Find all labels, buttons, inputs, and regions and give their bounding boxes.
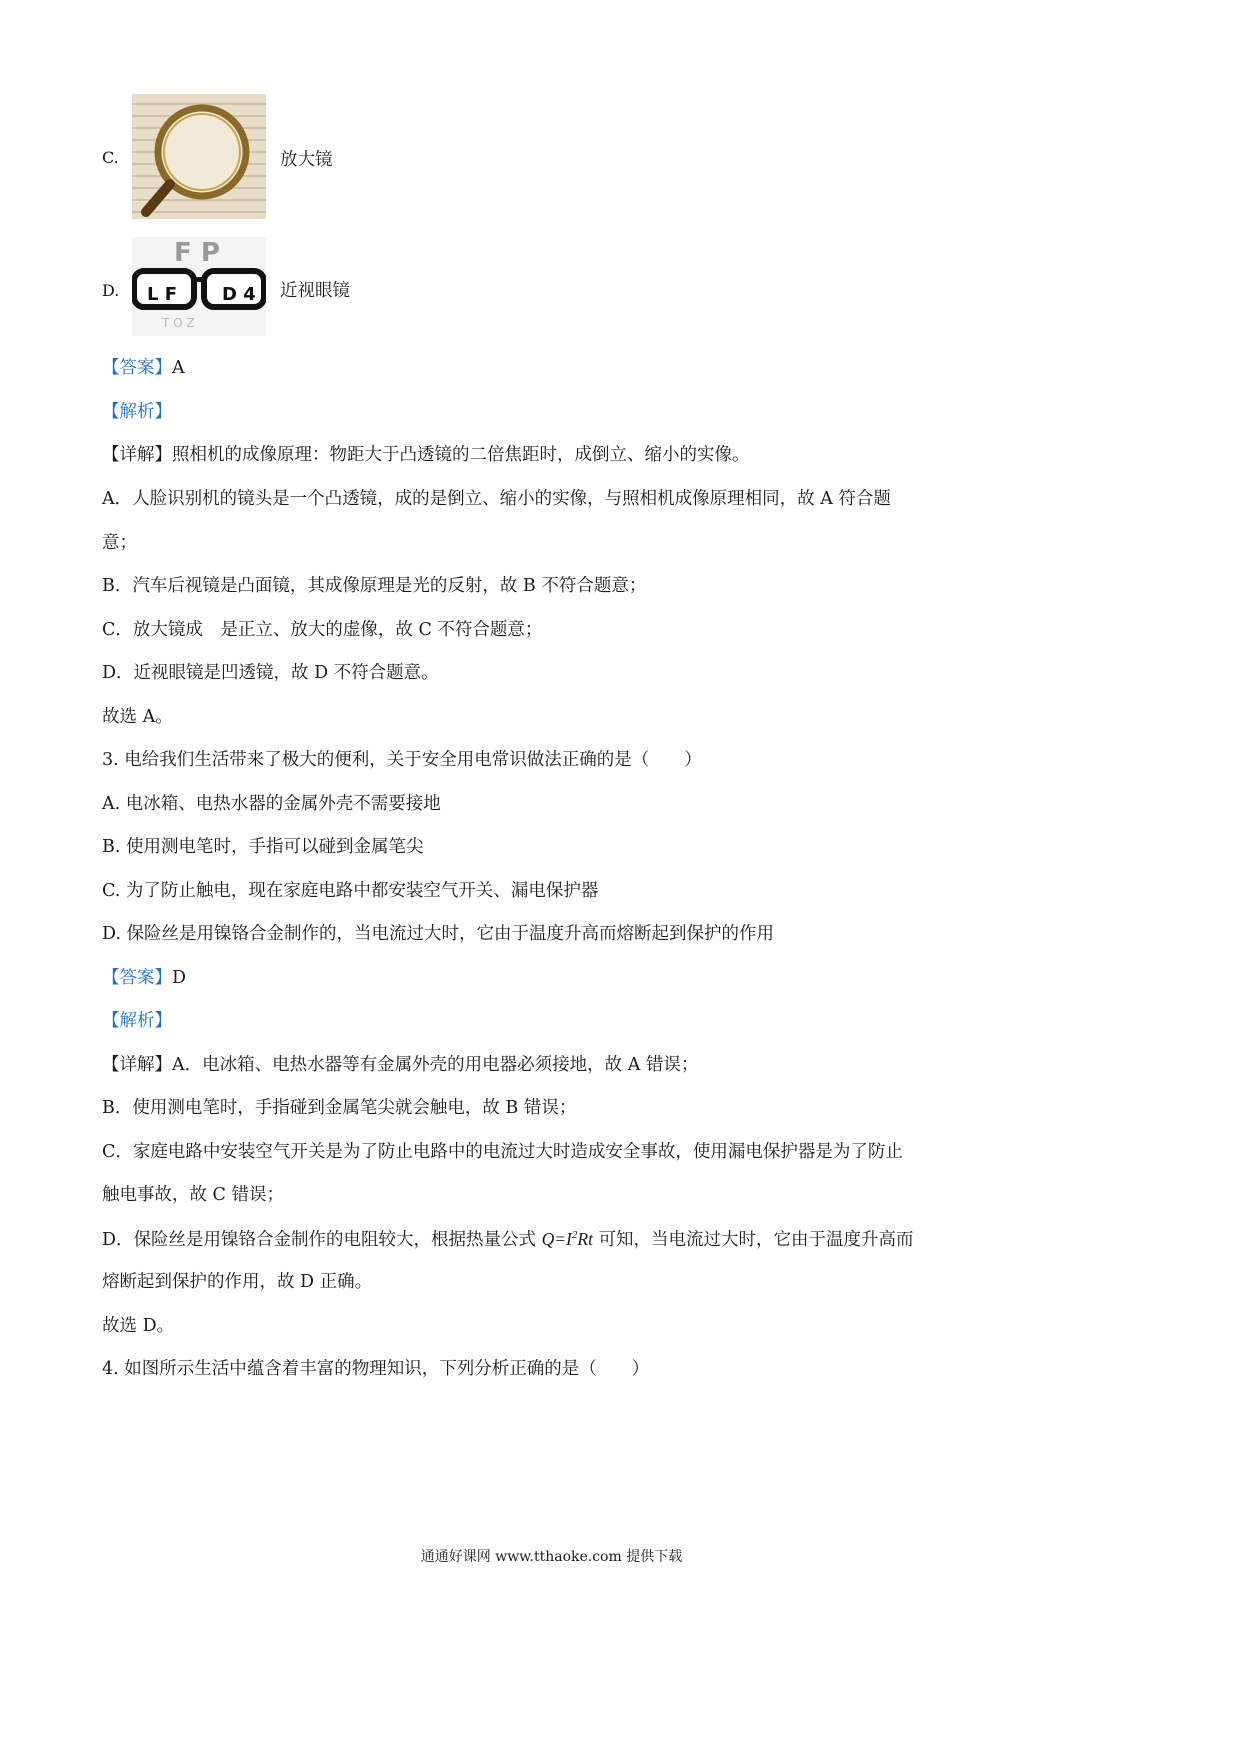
answer-tag: 【答案】 [102,358,172,378]
q2-line-a-cont: 意； [102,533,137,553]
q2-answer [102,356,185,380]
line-d1-pre: D．保险丝是用镍铬合金制作的电阻较大，根据热量公式 [102,1230,542,1250]
q3-option-d: D. 保险丝是用镍铬合金制作的，当电流过大时，它由于温度升高而熔断起到保护的作用 [102,924,775,944]
detail-text: 照相机的成像原理：物距大于凸透镜的二倍焦距时，成倒立、缩小的实像。 [172,445,750,465]
q4-stem: 4. 如图所示生活中蕴含着丰富的物理知识，下列分析正确的是（ ） [102,1359,650,1379]
page-footer: 通通好课网 www.tthaoke.com 提供下载 [420,1549,683,1565]
q2-line-b: B．汽车后视镜是凸面镜，其成像原理是光的反射，故 B 不符合题意； [102,576,647,596]
detail-tag: 【详解】 [102,445,172,465]
line-d1-post: 可知，当电流过大时，它由于温度升高而 [592,1230,914,1250]
option-c-text: 放大镜 [280,150,333,170]
analysis-tag: 【解析】 [102,1011,172,1031]
q3-line-c2: 触电事故，故 C 错误； [102,1185,285,1205]
q3-option-a: A. 电冰箱、电热水器的金属外壳不需要接地 [102,794,441,814]
analysis-tag: 【解析】 [102,402,172,422]
q3-analysis-tag [102,1009,172,1033]
q3-stem: 3. 电给我们生活带来了极大的便利，关于安全用电常识做法正确的是（ ） [102,750,702,770]
q3-line-d1 [102,1227,914,1252]
q2-line-d: D．近视眼镜是凹透镜，故 D 不符合题意。 [102,663,439,683]
left-lens-letters: L F [147,284,178,305]
q2-conclusion: 故选 A。 [102,707,173,727]
formula-exponent: 2 [571,1229,578,1242]
q2-analysis-tag [102,400,172,424]
eye-chart-row1: F P [174,238,220,268]
answer-tag: 【答案】 [102,968,172,988]
q3-conclusion: 故选 D。 [102,1316,175,1336]
detail-text: A．电冰箱、电热水器等有金属外壳的用电器必须接地，故 A 错误； [172,1055,699,1075]
magnifying-glass-image [132,94,266,219]
q3-detail [102,1053,698,1077]
formula-rt: Rt [577,1229,593,1249]
answer-value: A [172,358,185,378]
option-d-text: 近视眼镜 [280,281,350,301]
glasses-eye-chart-image [132,237,266,336]
formula-q: Q=I [541,1229,572,1249]
q3-line-d2: 熔断起到保护的作用，故 D 正确。 [102,1272,373,1292]
right-lens-letters: D 4 [222,284,256,305]
formula [542,1229,593,1249]
eye-chart-row2: T O Z [162,316,195,330]
q3-option-b: B. 使用测电笔时，手指可以碰到金属笔尖 [102,837,424,857]
option-d-label: D. [102,281,120,300]
q3-line-c1: C．家庭电路中安装空气开关是为了防止电路中的电流过大时造成安全事故，使用漏电保护器是为了防止 [102,1142,903,1162]
option-c-label: C. [102,148,119,167]
detail-tag: 【详解】 [102,1055,172,1075]
q2-line-c: C．放大镜成 是正立、放大的虚像，故 C 不符合题意； [102,620,543,640]
q3-answer [102,966,186,990]
q2-detail [102,443,750,467]
answer-value: D [172,968,187,988]
q2-line-a: A．人脸识别机的镜头是一个凸透镜，成的是倒立、缩小的实像，与照相机成像原理相同，故 A 符合题 [102,489,891,509]
q3-option-c: C. 为了防止触电，现在家庭电路中都安装空气开关、漏电保护器 [102,881,599,901]
q3-line-b: B．使用测电笔时，手指碰到金属笔尖就会触电，故 B 错误； [102,1098,577,1118]
